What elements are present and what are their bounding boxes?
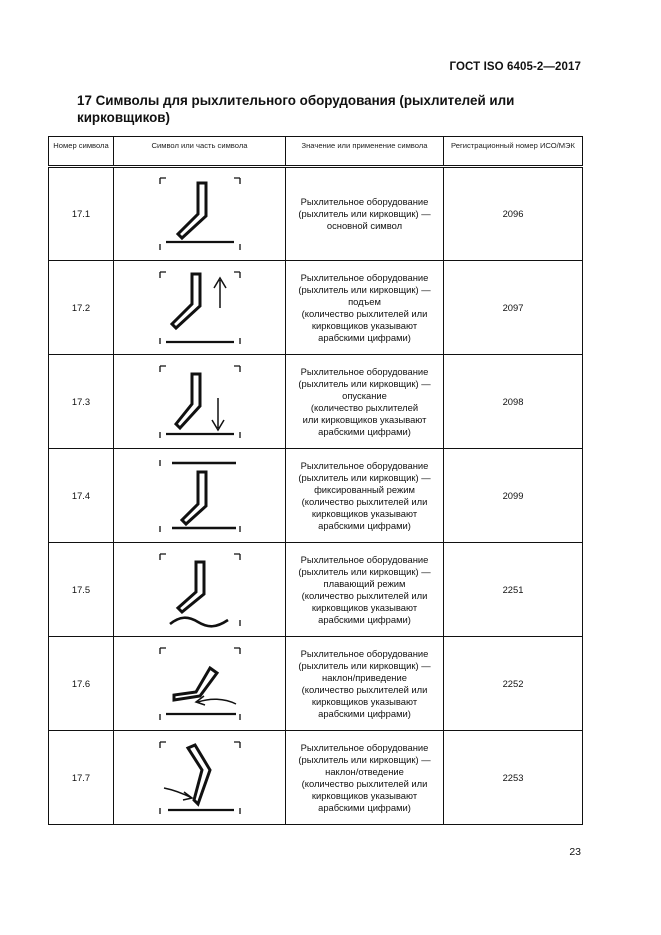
symbol-meaning: Рыхлительное оборудование (рыхлитель или кирковщик) — плавающий режим (количество рыхлителей или кирковщиков указывают арабскими цифрами) <box>286 543 444 637</box>
page-number: 23 <box>569 846 581 858</box>
table-row <box>49 355 583 449</box>
table-row <box>49 637 583 731</box>
registration-number: 2251 <box>444 543 583 637</box>
symbol-meaning: Рыхлительное оборудование (рыхлитель или кирковщик) — основной символ <box>286 167 444 261</box>
registration-number: 2098 <box>444 355 583 449</box>
column-header: Номер символа <box>49 137 114 167</box>
symbol-meaning: Рыхлительное оборудование (рыхлитель или кирковщик) — опускание (количество рыхлителей или кирковщиков указывают арабскими цифрами) <box>286 355 444 449</box>
symbol-number: 17.2 <box>49 261 114 355</box>
registration-number: 2099 <box>444 449 583 543</box>
ripper-tilt-in-icon <box>154 642 246 726</box>
table-row <box>49 449 583 543</box>
column-header: Значение или применение символа <box>286 137 444 167</box>
ripper-basic-icon <box>154 172 246 256</box>
symbol-number: 17.1 <box>49 167 114 261</box>
symbol-cell <box>114 167 286 261</box>
table-row <box>49 543 583 637</box>
symbol-meaning: Рыхлительное оборудование (рыхлитель или кирковщик) — наклон/отведение (количество рыхлителей или кирковщиков указывают арабскими цифрами) <box>286 731 444 825</box>
symbol-cell <box>114 449 286 543</box>
table-header <box>49 137 583 167</box>
symbol-number: 17.7 <box>49 731 114 825</box>
column-header: Символ или часть символа <box>114 137 286 167</box>
standard-designation: ГОСТ ISO 6405-2—2017 <box>449 61 581 73</box>
section-title: 17 Символы для рыхлительного оборудования (рыхлителей или кирковщиков) <box>77 93 515 125</box>
table-row <box>49 731 583 825</box>
registration-number: 2253 <box>444 731 583 825</box>
symbol-number: 17.3 <box>49 355 114 449</box>
symbol-cell <box>114 731 286 825</box>
symbol-cell <box>114 637 286 731</box>
ripper-lower-icon <box>154 360 246 444</box>
symbol-meaning: Рыхлительное оборудование (рыхлитель или кирковщик) — фиксированный режим (количество рыхлителей или кирковщиков указывают арабскими цифрами) <box>286 449 444 543</box>
registration-number: 2252 <box>444 637 583 731</box>
table-row <box>49 261 583 355</box>
ripper-fixed-icon <box>154 454 246 538</box>
symbol-number: 17.4 <box>49 449 114 543</box>
symbol-cell <box>114 261 286 355</box>
registration-number: 2096 <box>444 167 583 261</box>
symbol-cell <box>114 355 286 449</box>
ripper-tilt-out-icon <box>154 736 246 820</box>
column-header: Регистрационный номер ИСО/МЭК <box>444 137 583 167</box>
symbols-table <box>48 136 583 825</box>
symbol-meaning: Рыхлительное оборудование (рыхлитель или кирковщик) — подъем (количество рыхлителей или кирковщиков указывают арабскими цифрами) <box>286 261 444 355</box>
symbol-number: 17.6 <box>49 637 114 731</box>
registration-number: 2097 <box>444 261 583 355</box>
symbol-number: 17.5 <box>49 543 114 637</box>
ripper-raise-icon <box>154 266 246 350</box>
symbol-meaning: Рыхлительное оборудование (рыхлитель или кирковщик) — наклон/приведение (количество рыхлителей или кирковщиков указывают арабскими цифрами) <box>286 637 444 731</box>
table-row <box>49 167 583 261</box>
symbol-cell <box>114 543 286 637</box>
ripper-float-icon <box>154 548 246 632</box>
